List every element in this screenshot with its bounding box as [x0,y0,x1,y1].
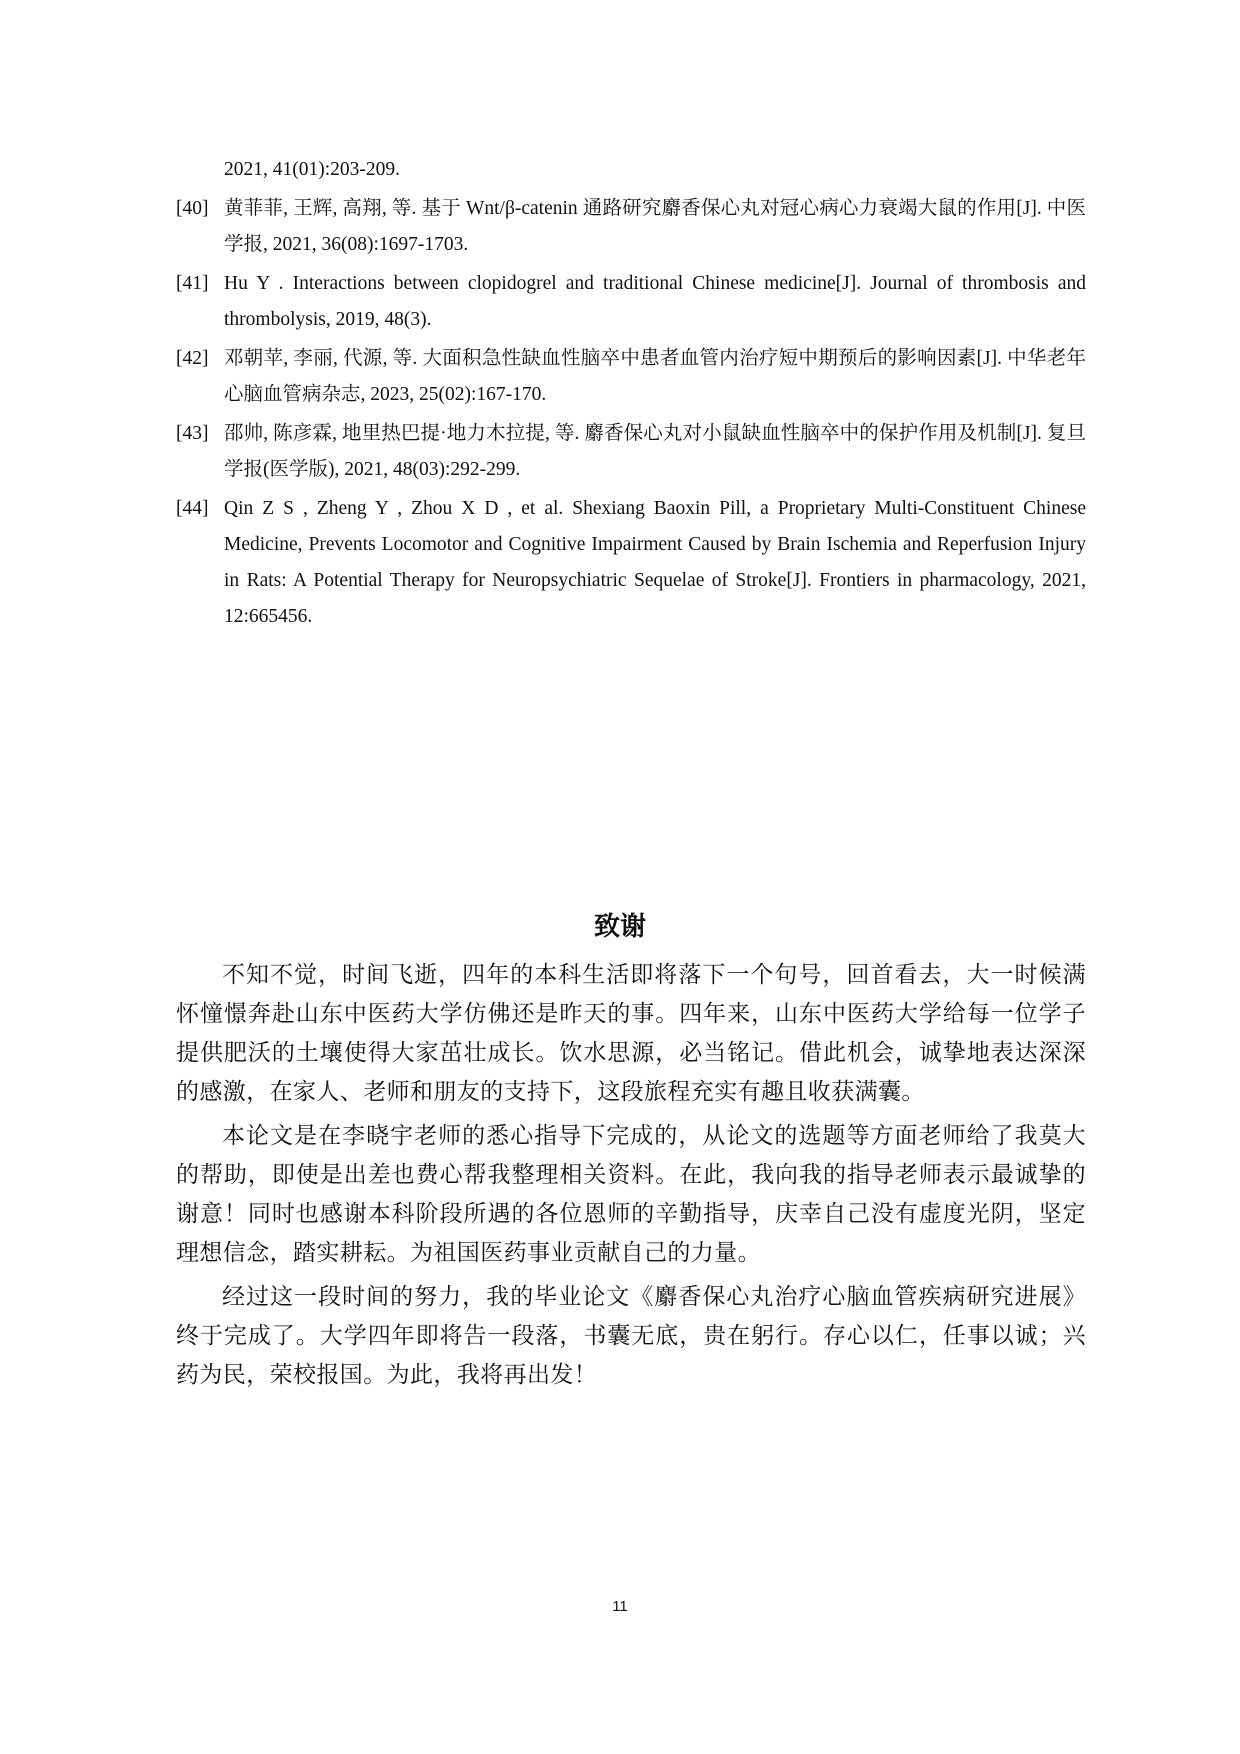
reference-number: [42] [176,348,209,369]
reference-number: [41] [176,273,209,294]
reference-item [176,416,1086,488]
reference-text: 邵帅, 陈彦霖, 地里热巴提·地力木拉提, 等. 麝香保心丸对小鼠缺血性脑卒中的保护作用及机制[J]. 复旦学报(医学版), 2021, 48(03):292-299. [224,423,1086,480]
reference-text: 2021, 41(01):203-209. [224,159,401,180]
reference-number: [40] [176,198,209,219]
acknowledgement-paragraph: 本论文是在李晓宇老师的悉心指导下完成的，从论文的选题等方面老师给了我莫大的帮助，即使是出差也费心帮我整理相关资料。在此，我向我的指导老师表示最诚挚的谢意！同时也感谢本科阶段所遇的各位恩师的辛勤指导，庆幸自己没有虚度光阴，坚定理想信念，踏实耕耘。为祖国医药事业贡献自己的力量。 [176,1123,1086,1266]
page-number: 11 [612,1598,628,1615]
reference-item [176,152,1086,188]
reference-text: 邓朝苹, 李丽, 代源, 等. 大面积急性缺血性脑卒中患者血管内治疗短中期预后的影响因素[J]. 中华老年心脑血管病杂志, 2023, 25(02):167-170. [224,348,1086,405]
reference-item [176,341,1086,413]
reference-item [176,491,1086,635]
acknowledgement-title: 致谢 [593,912,646,942]
reference-item [176,191,1086,263]
reference-text: Hu Y . Interactions between clopidogrel and traditional Chinese medicine[J]. Journal of thrombosis and thrombolysis, 2019, 48(3). [224,273,1086,330]
reference-number: [43] [176,423,209,444]
reference-text: Qin Z S , Zheng Y , Zhou X D , et al. Shexiang Baoxin Pill, a Proprietary Multi-Constituent Chinese Medicine, Prevents Locomotor and Cognitive Impairment Caused by Brain Ischemia and Reperfusion Injury in Rats: A Potential Therapy for Neuropsychiatric Sequelae of Stroke[J]. Frontiers in pharmacology, 2021, 12:665456. [224,498,1086,627]
reference-number: [44] [176,498,209,519]
reference-list [176,152,1086,638]
acknowledgement-body [176,956,1086,1400]
reference-text: 黄菲菲, 王辉, 高翔, 等. 基于 Wnt/β-catenin 通路研究麝香保心丸对冠心病心力衰竭大鼠的作用[J]. 中医学报, 2021, 36(08):1697-1703. [224,198,1086,255]
acknowledgement-paragraph: 不知不觉，时间飞逝，四年的本科生活即将落下一个句号，回首看去，大一时候满怀憧憬奔赴山东中医药大学仿佛还是昨天的事。四年来，山东中医药大学给每一位学子提供肥沃的土壤使得大家茁壮成长。饮水思源，必当铭记。借此机会，诚挚地表达深深的感激，在家人、老师和朋友的支持下，这段旅程充实有趣且收获满囊。 [176,962,1086,1105]
reference-item [176,266,1086,338]
acknowledgement-paragraph: 经过这一段时间的努力，我的毕业论文《麝香保心丸治疗心脑血管疾病研究进展》终于完成了。大学四年即将告一段落，书囊无底，贵在躬行。存心以仁，任事以诚；兴药为民，荣校报国。为此，我将再出发！ [176,1284,1086,1388]
